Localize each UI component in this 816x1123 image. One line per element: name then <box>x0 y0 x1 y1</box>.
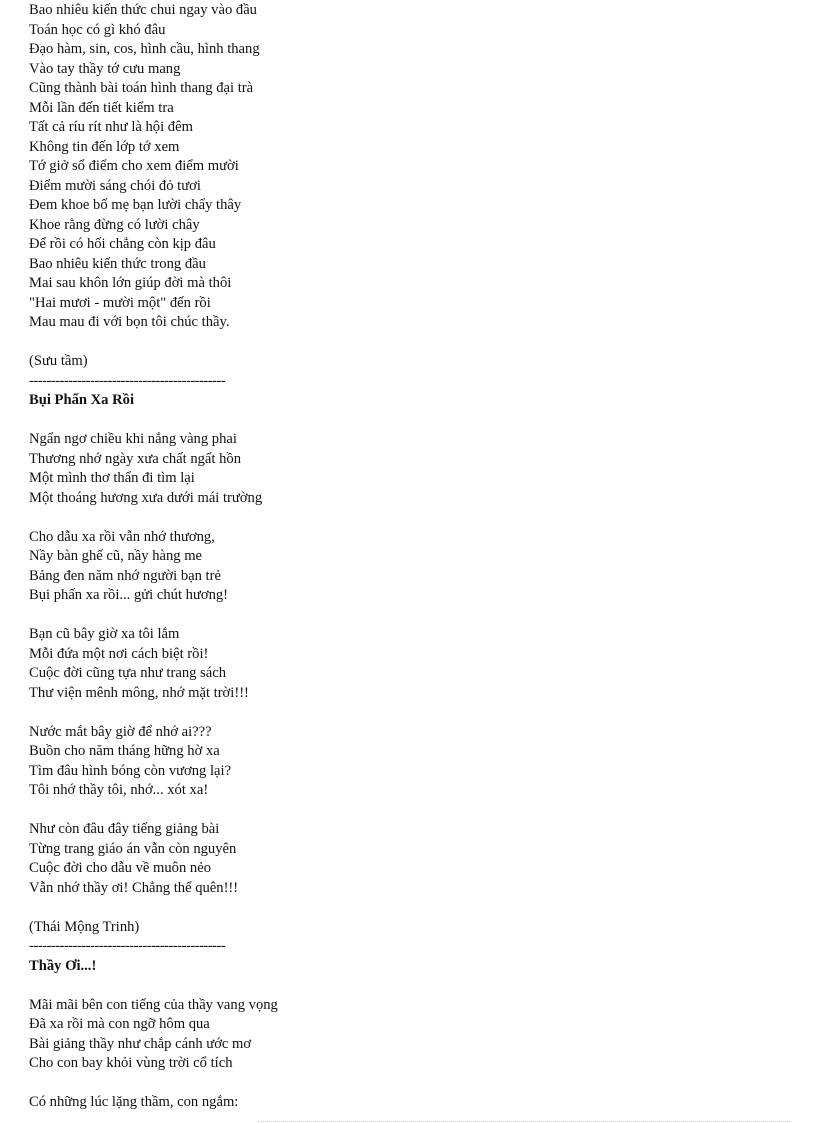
separator-line: --------------------------------------------- <box>29 938 226 954</box>
poem-line: Đem khoe bố mẹ bạn lười chẩy thây <box>29 197 242 213</box>
poem-line: Tìm đâu hình bóng còn vương lại? <box>29 762 232 779</box>
poem-line: Từng trang giáo án vẫn còn nguyên <box>29 840 237 857</box>
poem-line: Bảng đen năm nhớ người bạn trẻ <box>29 567 221 584</box>
poem-line: Mai sau khôn lớn giúp đời mà thôi <box>29 275 232 291</box>
blank-line <box>29 1074 789 1094</box>
poem-line: Mỗi đứa một nơi cách biệt rồi! <box>29 645 209 662</box>
poem-line: Một mình thơ thẩn đi tìm lại <box>29 470 195 486</box>
poem-line: Bụi phấn xa rồi... gửi chút hương! <box>29 587 229 603</box>
poem-2 <box>29 391 789 937</box>
poem-line: Cuộc đời cũng tựa như trang sách <box>29 665 226 681</box>
poem-line: Thương nhớ ngày xưa chất ngất hồn <box>29 450 242 467</box>
blank-line <box>29 976 789 996</box>
poem-line: Toán học có gì khó đâu <box>29 21 166 38</box>
poem-line: Cuộc đời cho dẫu về muôn nẻo <box>29 860 211 876</box>
poem-line: Bao nhiêu kiến thức chui ngay vào đầu <box>29 2 257 18</box>
poem-line: Tôi nhớ thầy tôi, nhớ... xót xa! <box>29 782 209 798</box>
page-break-divider <box>258 1121 790 1122</box>
poem-line: Thư viện mênh mông, nhớ mặt trời!!! <box>29 684 249 701</box>
poem-line: Mỗi lần đến tiết kiểm tra <box>29 99 174 116</box>
poem-line: "Hai mươi - mười một" đến rồi <box>29 294 211 311</box>
poem-title: Bụi Phấn Xa Rồi <box>29 392 135 408</box>
poem-line: Nước mắt bây giờ để nhớ ai??? <box>29 723 212 740</box>
poem-1 <box>29 1 789 372</box>
stanza <box>29 430 789 508</box>
poem-line: Một thoáng hương xưa dưới mái trường <box>29 489 263 506</box>
poem-line: Điểm mười sáng chói đỏ tươi <box>29 177 201 194</box>
stanza <box>29 625 789 703</box>
stanza <box>29 723 789 801</box>
poem-line: Đã xa rồi mà con ngỡ hôm qua <box>29 1016 210 1032</box>
blank-line <box>29 508 789 528</box>
separator-line: --------------------------------------------- <box>29 372 226 389</box>
blank-line <box>29 411 789 431</box>
poem-line: Khoe rằng đừng có lười chây <box>29 216 200 233</box>
stanza <box>29 820 789 898</box>
blank-line <box>29 703 789 723</box>
poem-line: Tớ giở sổ điểm cho xem điểm mười <box>29 158 239 174</box>
poem-line: Cho dẫu xa rồi vẫn nhớ thương, <box>29 528 215 545</box>
poem-line: Có những lúc lặng thầm, con ngắm: <box>29 1094 239 1110</box>
poem-line: Để rồi có hối chẳng còn kịp đâu <box>29 236 216 252</box>
poem-title: Thầy Ơi...! <box>29 957 97 974</box>
poem-line: Vào tay thầy tớ cưu mang <box>29 60 181 77</box>
stanza <box>29 528 789 606</box>
poem-3 <box>29 957 789 1113</box>
poem-line: Đạo hàm, sin, cos, hình cầu, hình thang <box>29 41 260 57</box>
poem-line: Cũng thành bài toán hình thang đại trà <box>29 80 254 96</box>
blank-line <box>29 333 789 353</box>
stanza <box>29 1093 789 1113</box>
blank-line <box>29 801 789 821</box>
blank-line <box>29 606 789 626</box>
poem-line: Bao nhiêu kiến thức trong đầu <box>29 255 206 272</box>
poem-line: Tất cả ríu rít như là hội đêm <box>29 119 193 135</box>
poem-line: Mãi mãi bên con tiếng của thầy vang vọng <box>29 996 278 1013</box>
poem-author: (Thái Mộng Trinh) <box>29 918 140 935</box>
poem-line: Bài giảng thầy như chắp cánh ước mơ <box>29 1035 252 1052</box>
poem-line: Không tin đến lớp tớ xem <box>29 138 180 155</box>
poem-line: Nầy bàn ghế cũ, nầy hàng me <box>29 548 203 564</box>
poem-line: Bạn cũ bây giờ xa tôi lắm <box>29 626 180 642</box>
poem-line: Cho con bay khỏi vùng trời cổ tích <box>29 1055 233 1071</box>
poem-line: Vẫn nhớ thầy ơi! Chẳng thể quên!!! <box>29 879 239 896</box>
poem-line: Buồn cho năm tháng hững hờ xa <box>29 743 220 759</box>
poem-line: Ngẩn ngơ chiều khi nắng vàng phai <box>29 431 237 447</box>
stanza <box>29 996 789 1074</box>
poem-line: Mau mau đi với bọn tôi chúc thầy. <box>29 314 230 330</box>
blank-line <box>29 898 789 918</box>
poem-line: Như còn đâu đây tiếng giảng bài <box>29 821 220 837</box>
poem-author: (Sưu tầm) <box>29 353 88 369</box>
document-body <box>29 1 789 1113</box>
